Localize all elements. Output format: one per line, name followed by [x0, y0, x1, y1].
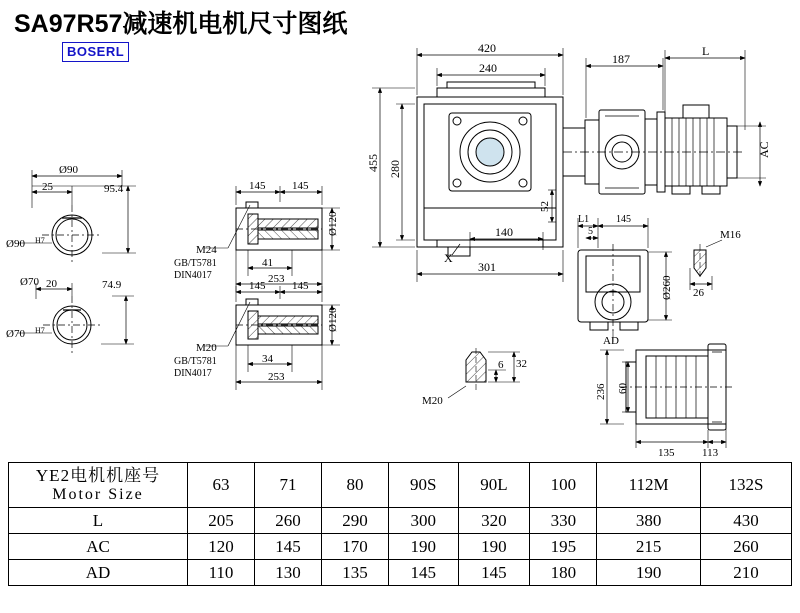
label-236: 236 — [595, 383, 607, 400]
label-top-bolt-m24: M24 — [196, 244, 217, 256]
cell: 430 — [701, 508, 792, 534]
label-135: 135 — [658, 447, 675, 459]
label-bot-inner-34: 34 — [262, 353, 273, 365]
label-240: 240 — [479, 61, 497, 75]
page-title: SA97R57减速机电机尺寸图纸 — [14, 10, 348, 38]
label-140: 140 — [495, 225, 513, 239]
label-113: 113 — [702, 447, 719, 459]
cell: 190 — [458, 534, 530, 560]
cell: 210 — [701, 560, 792, 586]
cell: 330 — [530, 508, 597, 534]
cell: 110 — [188, 560, 255, 586]
label-key-20: 20 — [46, 278, 57, 290]
label-dia90-tol: H7 — [35, 236, 45, 245]
cell: 130 — [255, 560, 322, 586]
label-26: 26 — [693, 287, 704, 299]
label-top-inner-41: 41 — [262, 257, 273, 269]
cell: 260 — [701, 534, 792, 560]
label-bot-145-left: 145 — [249, 280, 266, 292]
table-col-2: 80 — [322, 463, 389, 508]
label-dia70-bore: Ø70 — [6, 328, 25, 340]
label-bolt-m16: M16 — [720, 229, 741, 241]
cell: 215 — [597, 534, 701, 560]
label-AD: AD — [603, 335, 619, 347]
label-bot-dia120: Ø120 — [327, 307, 339, 332]
brand-logo: BOSERL — [62, 42, 129, 62]
label-bot-total-253: 253 — [268, 371, 285, 383]
row-label-L: L — [9, 508, 188, 534]
label-AC: AC — [757, 141, 771, 158]
cell: 145 — [255, 534, 322, 560]
cell: 380 — [597, 508, 701, 534]
cell: 300 — [389, 508, 458, 534]
table-row-header-motorsize — [9, 463, 188, 508]
label-dia260: Ø260 — [661, 275, 673, 300]
label-dia70-tol: H7 — [35, 326, 45, 335]
cell: 190 — [597, 560, 701, 586]
cell: 195 — [530, 534, 597, 560]
shaft-section-70 — [18, 283, 134, 354]
label-dia90-outer: Ø90 — [59, 164, 78, 176]
cell: 120 — [188, 534, 255, 560]
motor-mount-view — [600, 344, 732, 448]
cell: 170 — [322, 534, 389, 560]
label-top-145-right: 145 — [292, 180, 309, 192]
cell: 145 — [458, 560, 530, 586]
label-key-25: 25 — [42, 181, 53, 193]
table-col-7: 132S — [701, 463, 792, 508]
label-top-dia120: Ø120 — [327, 211, 339, 236]
cell: 180 — [530, 560, 597, 586]
label-301: 301 — [478, 260, 496, 274]
label-key-m20: M20 — [422, 395, 443, 407]
label-32: 32 — [516, 358, 527, 370]
cell: 145 — [389, 560, 458, 586]
motor-size-table — [8, 462, 792, 586]
label-X: X — [444, 251, 453, 265]
table-row — [9, 560, 792, 586]
table-row — [9, 508, 792, 534]
label-60: 60 — [617, 383, 629, 394]
label-height-954: 95.4 — [104, 183, 124, 195]
cell: 135 — [322, 560, 389, 586]
cell: 190 — [389, 534, 458, 560]
cell: 290 — [322, 508, 389, 534]
table-header-row — [9, 463, 792, 508]
label-dia90-bore: Ø90 — [6, 238, 25, 250]
cell: 205 — [188, 508, 255, 534]
table-col-6: 112M — [597, 463, 701, 508]
table-col-3: 90S — [389, 463, 458, 508]
label-bot-bolt-m20: M20 — [196, 342, 217, 354]
label-bot-std1: GB/T5781 — [174, 356, 217, 367]
cell: 260 — [255, 508, 322, 534]
label-52: 52 — [539, 201, 551, 212]
label-flange-145: 145 — [616, 214, 631, 225]
label-flange-5: 5 — [588, 226, 593, 237]
label-dia70-outer: Ø70 — [20, 276, 39, 288]
label-L: L — [702, 44, 710, 58]
row-label-AD: AD — [9, 560, 188, 586]
label-bot-145-right: 145 — [292, 280, 309, 292]
label-top-total-253: 253 — [268, 273, 285, 285]
row-label-AC: AC — [9, 534, 188, 560]
label-flange-L1: L1 — [578, 214, 590, 225]
label-bot-std2: DIN4017 — [174, 368, 212, 379]
label-187: 187 — [612, 52, 630, 66]
bolt-detail-m16 — [690, 240, 722, 290]
table-col-0: 63 — [188, 463, 255, 508]
label-top-std2: DIN4017 — [174, 270, 212, 281]
table-col-1: 71 — [255, 463, 322, 508]
label-6: 6 — [498, 359, 504, 371]
label-top-145-left: 145 — [249, 180, 266, 192]
label-420: 420 — [478, 41, 496, 55]
label-280: 280 — [388, 160, 402, 178]
label-455: 455 — [366, 154, 380, 172]
table-row — [9, 534, 792, 560]
header-cn: YE2电机机座号 — [35, 466, 161, 486]
label-height-749: 74.9 — [102, 279, 122, 291]
table-col-4: 90L — [458, 463, 530, 508]
key-detail-m20 — [448, 348, 520, 398]
header-en: Motor Size — [52, 485, 144, 503]
table-col-5: 100 — [530, 463, 597, 508]
label-top-std1: GB/T5781 — [174, 258, 217, 269]
cell: 320 — [458, 508, 530, 534]
